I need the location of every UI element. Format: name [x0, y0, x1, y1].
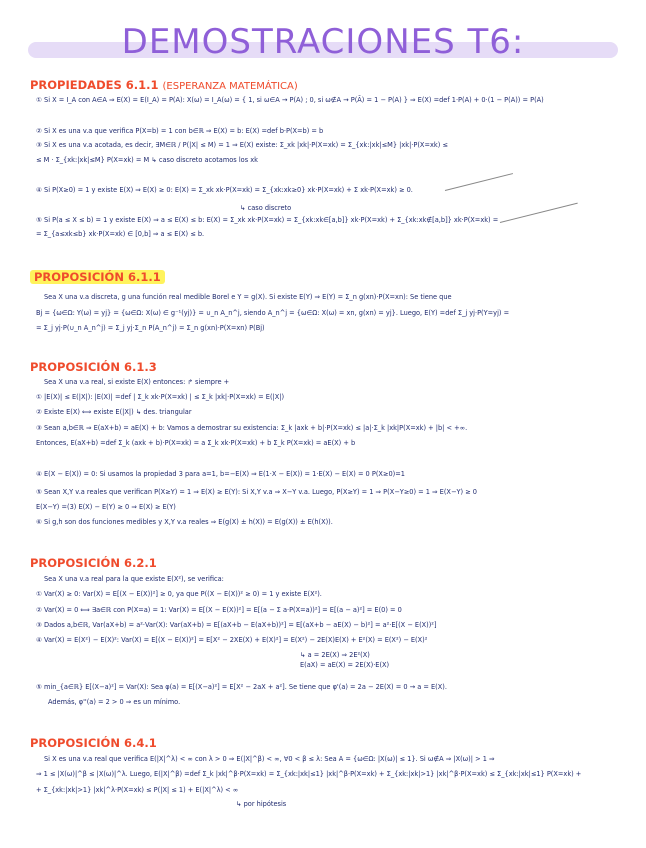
proposicion-6-2-1-note: E(aX) = aE(X) = 2E(X)·E(X) — [300, 661, 390, 669]
proposicion-6-1-3-line: ① |E(X)| ≤ E(|X|): |E(X)| =def | Σ_k xk·P(X=xk) | ≤ Σ_k |xk|·P(X=xk) = E(|X|) — [36, 393, 285, 401]
proposicion-6-1-3-line: E(X−Y) =(3) E(X) − E(Y) ≥ 0 ⇒ E(X) ≥ E(Y) — [36, 503, 176, 511]
proposicion-6-2-1-line: ③ Dados a,b∈ℝ, Var(aX+b) = a²·Var(X): Var(aX+b) = E[(aX+b − E(aX+b))²] = E[(aX+b − aE(X) − b)²] = a²·E[(X − E(X))²] — [36, 621, 437, 629]
proposicion-6-2-1-line: Además, φ''(a) = 2 > 0 ⇒ es un mínimo. — [48, 698, 181, 706]
proposicion-6-1-3-line: Entonces, E(aX+b) =def Σ_k (axk + b)·P(X=xk) = a Σ_k xk·P(X=xk) + b Σ_k P(X=xk) = aE(X) + b — [36, 439, 356, 447]
proposicion-6-1-3-line: Sea X una v.a real, si existe E(X) entonces: ↱ siempre + — [44, 378, 230, 386]
strikethrough-mark — [445, 173, 513, 191]
proposicion-6-1-1-line: Sea X una v.a discreta, g una función real medible Borel e Y = g(X). Si existe E(Y) ⇒ E(Y) = Σ_n g(xn)·P(X=xn): Se tiene que — [44, 293, 452, 301]
proposicion-6-4-1-line: + Σ_{xk:|xk|>1} |xk|^λ·P(X=xk) ≤ P(|X| ≤ 1) + E(|X|^λ) < ∞ — [36, 786, 239, 794]
section-heading-propiedades-6-1-1 — [30, 78, 298, 92]
proposicion-6-1-1-line: Bj = {ω∈Ω: Y(ω) = yj} = {ω∈Ω: X(ω) ∈ g⁻¹(yj)} = ∪_n A_n^j, siendo A_n^j = {ω∈Ω: X(ω) = xn, g(xn) = yj}. Luego, E(Y) =def Σ_j yj·P(Y=yj) = — [36, 309, 510, 317]
strikethrough-mark — [500, 203, 578, 223]
propiedad-5-line: ⑤ Si P(a ≤ X ≤ b) = 1 y existe E(X) ⇒ a ≤ E(X) ≤ b: E(X) = Σ_xk xk·P(X=xk) = Σ_{xk:xk∈[a,b]} xk·P(X=xk) + Σ_{xk:xk∉[a,b]} xk·P(X=xk) = — [36, 216, 499, 224]
propiedad-3-cont-line: ≤ M · Σ_{xk:|xk|≤M} P(X=xk) = M ↳ caso discreto acotamos los xk — [36, 156, 258, 164]
proposicion-6-4-1-line: ⇒ 1 ≤ |X(ω)|^β ≤ |X(ω)|^λ. Luego, E(|X|^β) =def Σ_k |xk|^β·P(X=xk) = Σ_{xk:|xk|≤1} |xk|^β·P(X=xk) + Σ_{xk:|xk|>1} |xk|^β·P(X=xk) ≤ Σ_{xk:|xk|≤1} P(X=xk) + — [36, 770, 582, 778]
page-title: DEMOSTRACIONES T6: — [121, 22, 525, 62]
proposicion-6-1-3-line: ③ Sean a,b∈ℝ ⇒ E(aX+b) = aE(X) + b: Vamos a demostrar su existencia: Σ_k |axk + b|·P(X=xk) ≤ |a|·Σ_k |xk|P(X=xk) + |b| < +∞. — [36, 424, 468, 432]
proposicion-6-2-1-line: ④ Var(X) = E(X²) − E(X)²: Var(X) = E[(X − E(X))²] = E[X² − 2XE(X) + E(X)²] = E(X²) − 2E(X)E(X) + E²(X) = E(X²) − E(X)² — [36, 636, 428, 644]
section-heading-proposicion-6-2-1 — [30, 556, 157, 570]
proposicion-6-1-3-line: ④ E(X − E(X)) = 0: Si usamos la propiedad 3 para a=1, b=−E(X) ⇒ E(1·X − E(X)) = 1·E(X) − E(X) = 0 P(X≥0)=1 — [36, 470, 405, 478]
section-heading-proposicion-6-4-1 — [30, 736, 157, 750]
section-subtitle: (ESPERANZA MATEMÁTICA) — [162, 81, 298, 92]
section-heading-proposicion-6-1-3 — [30, 360, 157, 374]
section-heading-proposicion-6-1-1 — [30, 270, 165, 284]
proposicion-6-1-3-line: ⑥ Si g,h son dos funciones medibles y X,Y v.a reales ⇒ E(g(X) ± h(X)) = E(g(X)) ± E(h(X)). — [36, 518, 333, 526]
proposicion-6-1-1-line: = Σ_j yj·P(∪_n A_n^j) = Σ_j yj·Σ_n P(A_n^j) = Σ_n g(xn)·P(X=xn) P(Bj) — [36, 324, 265, 332]
section-title: PROPOSICIÓN 6.2.1 — [30, 556, 157, 570]
propiedad-3-line: ③ Si X es una v.a acotada, es decir, ∃M∈ℝ / P(|X| ≤ M) = 1 ⇒ E(X) existe: Σ_xk |xk|·P(X=xk) = Σ_{xk:|xk|≤M} |xk|·P(X=xk) ≤ — [36, 141, 448, 149]
proposicion-6-2-1-note: ↳ a = 2E(X) ⇒ 2E²(X) — [300, 651, 370, 659]
proposicion-6-4-1-line: Si X es una v.a real que verifica E(|X|^λ) < ∞ con λ > 0 ⇒ E(|X|^β) < ∞, ∀0 < β ≤ λ: Sea A = {ω∈Ω: |X(ω)| ≤ 1}. Si ω∉A ⇒ |X(ω)| > 1 ⇒ — [44, 755, 495, 763]
propiedad-1-line: ① Si X = I_A con A∈A ⇒ E(X) = E(I_A) = P(A): X(ω) = I_A(ω) = { 1, si ω∈A → P(A) ; 0, si ω∉A → P(Ā) = 1 − P(A) } ⇒ E(X) =def 1·P(A) + 0·(1 − P(A)) = P(A) — [36, 96, 544, 104]
section-title: PROPIEDADES 6.1.1 — [30, 78, 159, 92]
propiedad-5-cont-line: = Σ_{a≤xk≤b} xk·P(X=xk) ∈ [0,b] ⇒ a ≤ E(X) ≤ b. — [36, 230, 205, 238]
section-title: PROPOSICIÓN 6.1.1 — [30, 270, 165, 284]
section-title: PROPOSICIÓN 6.4.1 — [30, 736, 157, 750]
propiedad-4-note: ↳ caso discreto — [240, 204, 292, 212]
proposicion-6-1-3-line: ② Existe E(X) ⟺ existe E(|X|) ↳ des. triangular — [36, 408, 192, 416]
propiedad-2-line: ② Si X es una v.a que verifica P(X=b) = 1 con b∈ℝ ⇒ E(X) = b: E(X) =def b·P(X=b) = b — [36, 127, 324, 135]
proposicion-6-1-3-line: ⑤ Sean X,Y v.a reales que verifican P(X≥Y) = 1 ⇒ E(X) ≥ E(Y): Si X,Y v.a ⇒ X−Y v.a. Luego, P(X≥Y) = 1 ⇒ P(X−Y≥0) = 1 ⇒ E(X−Y) ≥ 0 — [36, 488, 477, 496]
proposicion-6-2-1-line: ② Var(X) = 0 ⟺ ∃a∈ℝ con P(X=a) = 1: Var(X) = E[(X − E(X))²] = E[(a − Σ a·P(X=a))²] = E[(a − a)²] = E(0) = 0 — [36, 606, 402, 614]
proposicion-6-2-1-line: ⑤ min_{a∈ℝ} E[(X−a)²] = Var(X): Sea φ(a) = E[(X−a)²] = E[X² − 2aX + a²]. Se tiene que φ'(a) = 2a − 2E(X) = 0 → a = E(X). — [36, 683, 447, 691]
proposicion-6-2-1-line: ① Var(X) ≥ 0: Var(X) = E[(X − E(X))²] ≥ 0, ya que P((X − E(X))² ≥ 0) = 1 y existe E(X²). — [36, 590, 322, 598]
proposicion-6-4-1-note: ↳ por hipótesis — [236, 800, 287, 808]
proposicion-6-2-1-line: Sea X una v.a real para la que existe E(X²), se verifica: — [44, 575, 224, 583]
propiedad-4-line: ④ Si P(X≥0) = 1 y existe E(X) ⇒ E(X) ≥ 0: E(X) = Σ_xk xk·P(X=xk) = Σ_{xk:xk≥0} xk·P(X=xk) + Σ xk·P(X=xk) ≥ 0. — [36, 186, 413, 194]
section-title: PROPOSICIÓN 6.1.3 — [30, 360, 157, 374]
